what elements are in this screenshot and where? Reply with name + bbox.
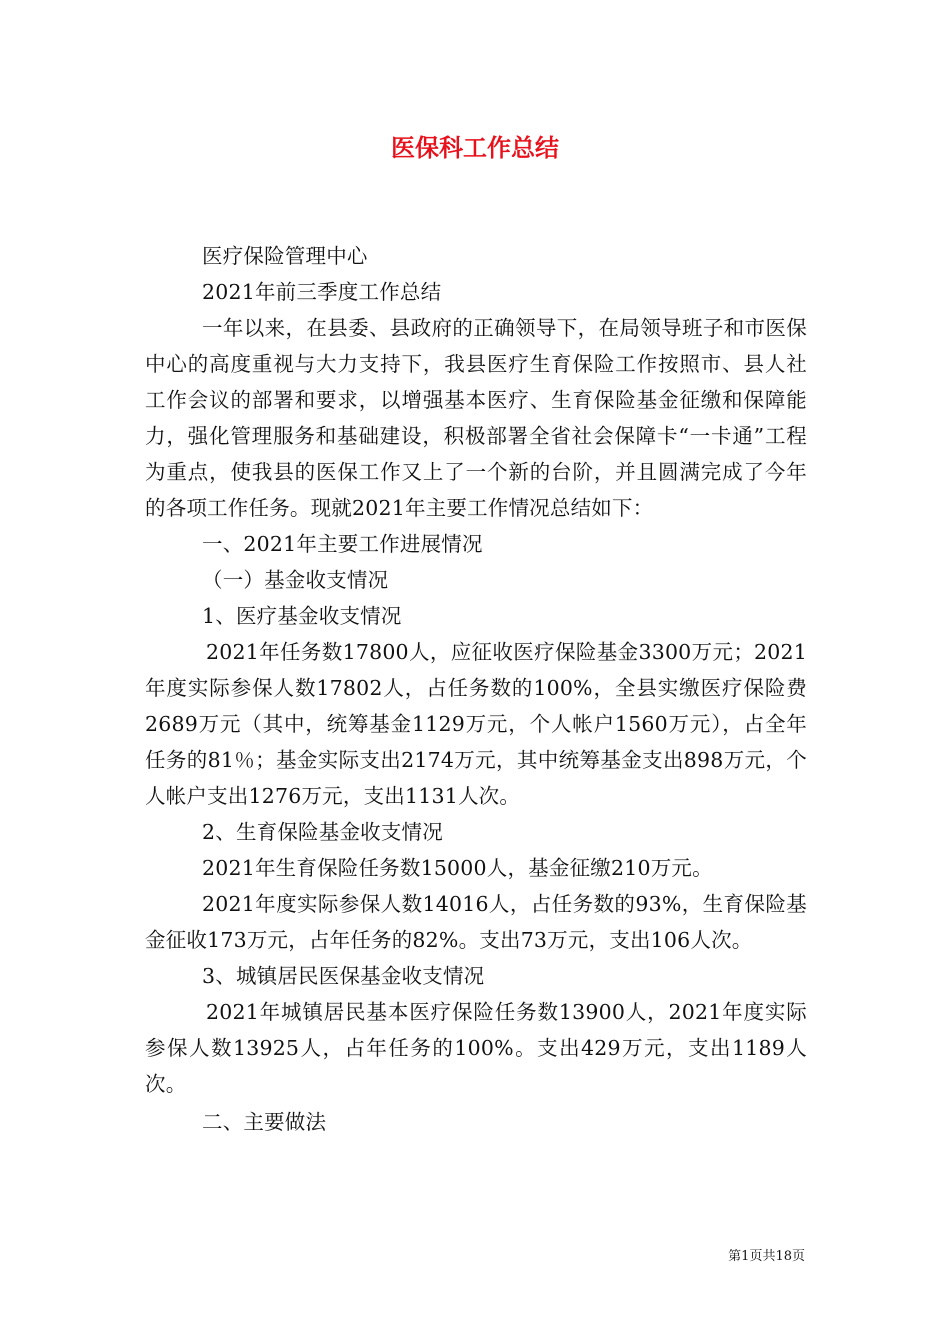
heading-item-1: 1、医疗基金收支情况 <box>202 604 402 628</box>
heading-item-2: 2、生育保险基金收支情况 <box>202 820 443 844</box>
heading-section-1: 一、2021年主要工作进展情况 <box>202 532 483 556</box>
document-body <box>145 238 807 1140</box>
paragraph-org-name: 医疗保险管理中心 <box>202 244 368 268</box>
paragraph-intro: 一年以来，在县委、县政府的正确领导下，在局领导班子和市医保中心的高度重视与大力支持下，我县医疗生育保险工作按照市、县人社工作会议的部署和要求，以增强基本医疗、生育保险基金征缴和保障能力，强化管理服务和基础建设，积极部署全省社会保障卡“一卡通”工程为重点，使我县的医保工作又上了一个新的台阶，并且圆满完成了今年的各项工作任务。现就2021年主要工作情况总结如下： <box>145 316 807 520</box>
heading-item-3: 3、城镇居民医保基金收支情况 <box>202 964 485 988</box>
document-title: 医保科工作总结 <box>391 134 559 162</box>
paragraph-maternity-task: 2021年生育保险任务数15000人，基金征缴210万元。 <box>202 856 713 880</box>
page-number: 第1页共18页 <box>728 1249 805 1264</box>
paragraph-resident-fund: 2021年城镇居民基本医疗保险任务数13900人，2021年度实际参保人数13925人，占年任务的100%。支出429万元，支出1189人次。 <box>145 1000 807 1096</box>
paragraph-subtitle: 2021年前三季度工作总结 <box>202 280 442 304</box>
heading-section-2: 二、主要做法 <box>202 1110 327 1134</box>
paragraph-medical-fund: 2021年任务数17800人，应征收医疗保险基金3300万元；2021年度实际参保人数17802人，占任务数的100%，全县实缴医疗保险费2689万元（其中，统筹基金1129万元，个人帐户1560万元），占全年任务的81％；基金实际支出2174万元，其中统筹基金支出898万元，个人帐户支出1276万元，支出1131人次。 <box>145 640 807 808</box>
paragraph-maternity-actual: 2021年度实际参保人数14016人，占任务数的93%，生育保险基金征收173万元，占年任务的82%。支出73万元，支出106人次。 <box>145 892 807 952</box>
heading-subsection-1: （一）基金收支情况 <box>202 568 389 592</box>
